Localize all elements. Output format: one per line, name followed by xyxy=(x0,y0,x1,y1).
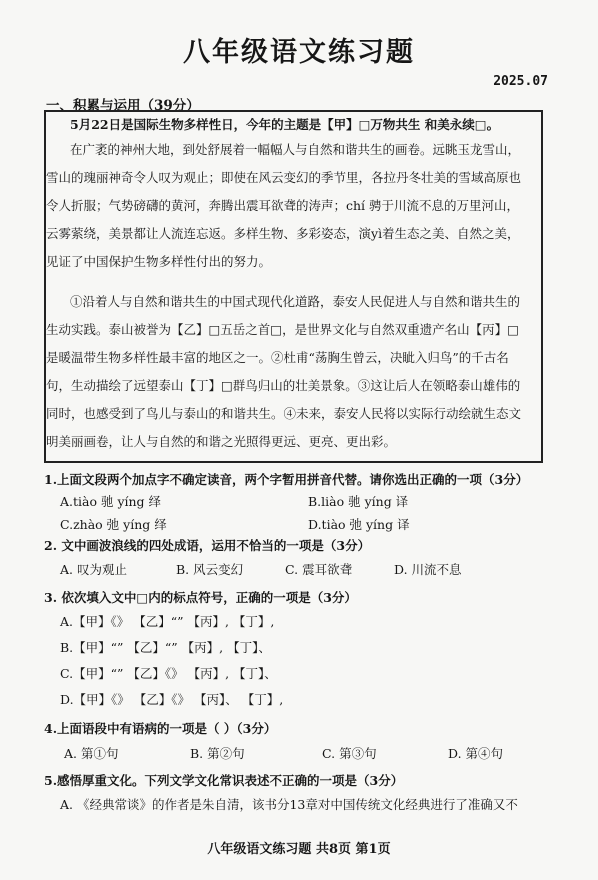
passage-line: 雪山的瑰丽神奇令人叹为观止；即使在风云变幻的季节里，各拉丹冬壮美的雪域高原也 xyxy=(46,170,522,185)
question-4-stem: 4.上面语段中有语病的一项是（ ）（3分） xyxy=(44,721,277,736)
question-3-stem: 3. 依次填入文中□内的标点符号，正确的一项是（3分） xyxy=(44,590,357,605)
question-4-option-c: C. 第③句 xyxy=(322,746,377,761)
question-2-option-b: B. 风云变幻 xyxy=(176,562,244,577)
question-5-option-a: A. 《经典常谈》的作者是朱自清，该书分13章对中国传统文化经典进行了准确又不 xyxy=(60,797,518,812)
passage-line: 同时，也感受到了鸟儿与泰山的和谐共生。④未来，泰安人民将以实际行动绘就生态文 xyxy=(46,406,522,421)
passage-line: 是暖温带生物多样性最丰富的地区之一。②杜甫“荡胸生曾云，决眦入归鸟”的千古名 xyxy=(46,350,509,365)
question-1-option-a: A.tiào 驰 yíng 绎 xyxy=(60,494,162,509)
page-title: 八年级语文练习题 xyxy=(183,37,415,68)
question-1-option-b: B.liào 驰 yíng 译 xyxy=(308,494,409,509)
question-3-option-d: D.【甲】《》 【乙】《》 【丙】、 【丁】, xyxy=(60,692,284,707)
page-footer: 八年级语文练习题 共8页 第1页 xyxy=(207,842,391,857)
section-heading: 一、积累与运用（39分） xyxy=(46,98,200,114)
passage-line: 云雾萦绕，美景都让人流连忘返。多样生物、多彩姿态，演yì着生态之美、自然之美， xyxy=(46,226,520,241)
passage-line: 令人折服；气势磅礴的黄河，奔腾出震耳欲聋的涛声；chí 骋于川流不息的万里河山， xyxy=(46,198,520,213)
question-1-option-d: D.tiào 弛 yíng 译 xyxy=(308,517,410,532)
question-3-option-b: B.【甲】“” 【乙】“” 【丙】, 【丁】、 xyxy=(60,640,271,655)
passage-line: 在广袤的神州大地，到处舒展着一幅幅人与自然和谐共生的画卷。远眺玉龙雪山， xyxy=(70,142,521,157)
question-3-option-a: A.【甲】《》 【乙】“” 【丙】, 【丁】, xyxy=(60,614,275,629)
question-2-option-d: D. 川流不息 xyxy=(394,562,462,577)
passage-line: ①沿着人与自然和谐共生的中国式现代化道路，泰安人民促进人与自然和谐共生的 xyxy=(70,294,521,309)
question-1-stem: 1.上面文段两个加点字不确定读音，两个字暂用拼音代替。请你选出正确的一项（3分） xyxy=(44,472,529,487)
question-4-option-a: A. 第①句 xyxy=(64,746,119,761)
passage-line: 5月22日是国际生物多样性日，今年的主题是【甲】□万物共生 和美永续□。 xyxy=(70,117,500,132)
question-4-option-d: D. 第④句 xyxy=(448,746,504,761)
question-2-stem: 2. 文中画波浪线的四处成语，运用不恰当的一项是（3分） xyxy=(44,538,371,553)
question-4-option-b: B. 第②句 xyxy=(190,746,245,761)
passage-line: 明美丽画卷，让人与自然的和谐之光照得更远、更亮、更出彩。 xyxy=(46,434,397,449)
passage-line: 见证了中国保护生物多样性付出的努力。 xyxy=(46,254,272,269)
question-1-option-c: C.zhào 弛 yíng 绎 xyxy=(60,517,167,532)
question-2-option-a: A. 叹为观止 xyxy=(60,562,127,577)
question-2-option-c: C. 震耳欲聋 xyxy=(285,562,353,577)
question-3-option-c: C.【甲】“” 【乙】《》 【丙】, 【丁】、 xyxy=(60,666,277,681)
passage-line: 生动实践。泰山被誉为【乙】□五岳之首□，是世界文化与自然双重遗产名山【丙】□ xyxy=(46,322,519,337)
exam-date: 2025.07 xyxy=(493,74,548,89)
question-5-stem: 5.感悟厚重文化。下列文学文化常识表述不正确的一项是（3分） xyxy=(44,773,404,788)
passage-line: 句，生动描绘了远望泰山【丁】□群鸟归山的壮美景象。③这让后人在领略泰山雄伟的 xyxy=(46,378,521,393)
